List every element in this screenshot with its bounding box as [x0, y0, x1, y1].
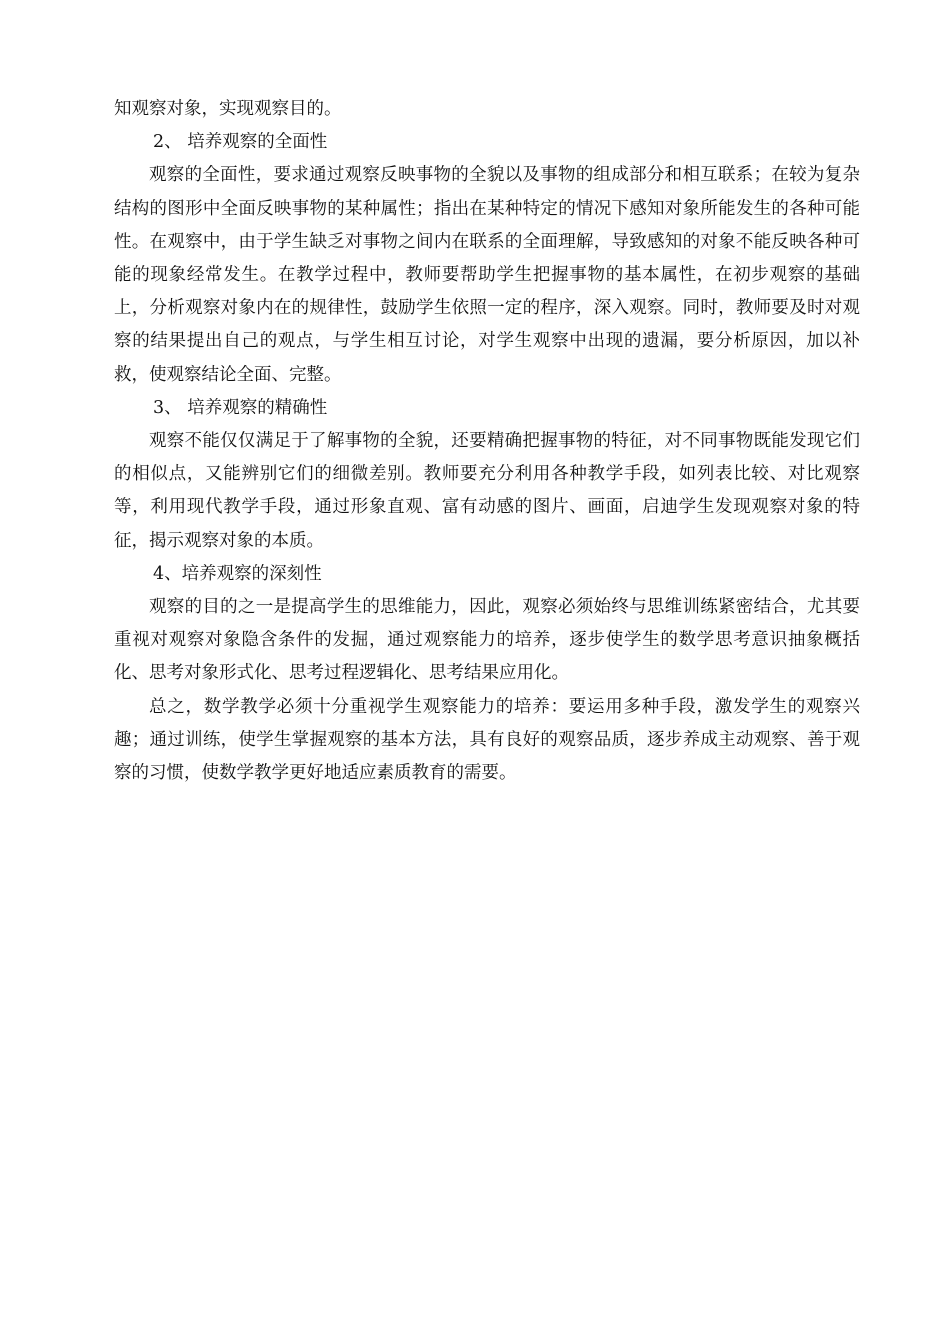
- paragraph-comprehensiveness: 观察的全面性，要求通过观察反映事物的全貌以及事物的组成部分和相互联系；在较为复杂结构的图形中全面反映事物的某种属性；指出在某种特定的情况下感知对象所能发生的各种可能性。在观察中，由于学生缺乏对事物之间内在联系的全面理解，导致感知的对象不能反映各种可能的现象经常发生。在教学过程中，教师要帮助学生把握事物的基本属性，在初步观察的基础上，分析观察对象内在的规律性，鼓励学生依照一定的程序，深入观察。同时，教师要及时对观察的结果提出自己的观点，与学生相互讨论，对学生观察中出现的遗漏，要分析原因，加以补救，使观察结论全面、完整。: [114, 165, 860, 385]
- paragraph-continuation: 知观察对象，实现观察目的。: [114, 99, 342, 119]
- paragraph-precision: 观察不能仅仅满足于了解事物的全貌，还要精确把握事物的特征，对不同事物既能发现它们的相似点，又能辨别它们的细微差别。教师要充分利用各种教学手段，如列表比较、对比观察等，利用现代教学手段，通过形象直观、富有动感的图片、画面，启迪学生发现观察对象的特征，揭示观察对象的本质。: [114, 431, 860, 551]
- document-page: [114, 93, 860, 790]
- section-heading-depth: 4、培养观察的深刻性: [153, 563, 322, 584]
- section-heading-precision: 3、 培养观察的精确性: [153, 397, 328, 418]
- paragraph-depth: 观察的目的之一是提高学生的思维能力，因此，观察必须始终与思维训练紧密结合，尤其要重视对观察对象隐含条件的发掘，通过观察能力的培养，逐步使学生的数学思考意识抽象概括化、思考对象形式化、思考过程逻辑化、思考结果应用化。: [114, 597, 860, 684]
- paragraph-conclusion: 总之，数学教学必须十分重视学生观察能力的培养：要运用多种手段，激发学生的观察兴趣；通过训练，使学生掌握观察的基本方法，具有良好的观察品质，逐步养成主动观察、善于观察的习惯，使数学教学更好地适应素质教育的需要。: [114, 696, 860, 784]
- section-heading-comprehensiveness: 2、 培养观察的全面性: [153, 132, 328, 153]
